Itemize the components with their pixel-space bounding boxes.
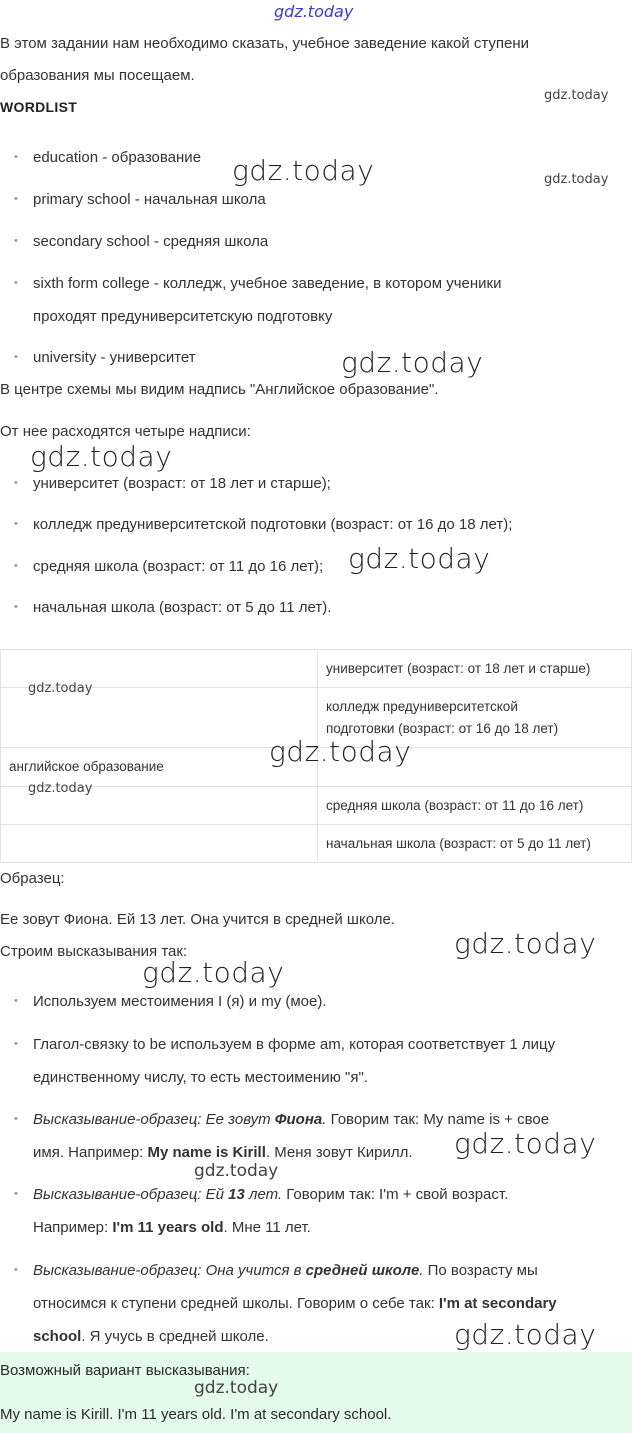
four-labels-text: От нее расходятся четыре надписи: (0, 423, 251, 440)
table-cell-center: английское образование (1, 748, 318, 787)
bullet-icon: • (14, 1188, 18, 1200)
bullet-icon: • (14, 235, 18, 247)
watermark: gdz.today (454, 1318, 597, 1351)
wordlist-heading: WORDLIST (0, 99, 78, 115)
intro-line-2: образования мы посещаем. (0, 67, 195, 84)
bullet-icon: • (14, 995, 18, 1007)
intro-line-1: В этом задании нам необходимо сказать, учебное заведение какой ступени (0, 35, 530, 52)
watermark: gdz.today (544, 172, 609, 187)
table-row (1, 787, 632, 825)
watermark: gdz.today (544, 88, 609, 103)
watermark: gdz.today (454, 1127, 597, 1160)
watermark: gdz.today (30, 440, 173, 473)
build-heading: Строим высказывания так: (0, 943, 188, 960)
bullet-icon: • (14, 601, 18, 613)
bullet-icon: • (14, 277, 18, 289)
watermark: gdz.today (232, 154, 375, 187)
table-row (1, 825, 632, 863)
table-cell: средняя школа (возраст: от 11 до 16 лет) (318, 787, 632, 825)
bullet-icon: • (14, 193, 18, 205)
watermark: gdz.today (194, 1378, 279, 1398)
bullet-icon: • (14, 351, 18, 363)
watermark: gdz.today (341, 346, 484, 379)
bullet-icon: • (14, 151, 18, 163)
sample-heading: Образец: (0, 870, 65, 887)
watermark: gdz.today (454, 927, 597, 960)
watermark-top: gdz.today (274, 2, 354, 21)
center-text: В центре схемы мы видим надпись "Английское образование". (0, 381, 439, 398)
bullet-icon: • (14, 1113, 18, 1125)
bullet-icon: • (14, 560, 18, 572)
table-cell: начальная школа (возраст: от 5 до 11 лет) (318, 825, 632, 863)
table-cell: университет (возраст: от 18 лет и старше) (318, 650, 632, 688)
answer-text: My name is Kirill. I'm 11 years old. I'm at secondary school. (0, 1406, 392, 1423)
bullet-icon: • (14, 1264, 18, 1276)
watermark: gdz.today (269, 735, 412, 768)
watermark: gdz.today (194, 1161, 279, 1181)
table-cell: колледж предуниверситетской подготовки (возраст: от 16 до 18 лет) (318, 688, 632, 748)
bullet-icon: • (14, 518, 18, 530)
sample-text: Ее зовут Фиона. Ей 13 лет. Она учится в средней школе. (0, 911, 395, 928)
bullet-icon: • (14, 1038, 18, 1050)
watermark: gdz.today (28, 781, 93, 796)
answer-heading: Возможный вариант высказывания: (0, 1362, 250, 1379)
bullet-icon: • (14, 477, 18, 489)
table-row (1, 650, 632, 688)
watermark: gdz.today (28, 681, 93, 696)
watermark: gdz.today (142, 956, 285, 989)
watermark: gdz.today (348, 542, 491, 575)
